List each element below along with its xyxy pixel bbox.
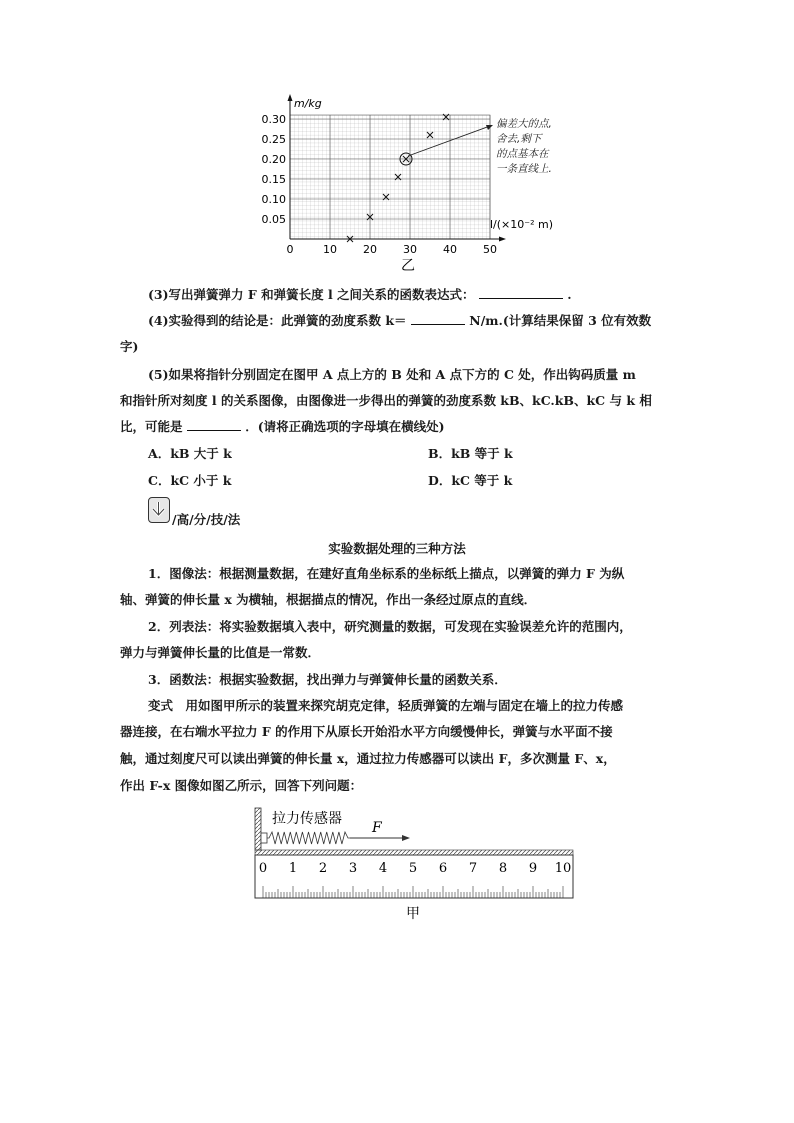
method-title: 实验数据处理的三种方法 [328, 541, 466, 556]
force-sensor [261, 833, 267, 843]
option-a[interactable]: A．kB 大于 k [148, 446, 232, 461]
question-5-line-1: (5)如果将指针分别固定在图甲 A 点上方的 B 处和 A 点下方的 C 处，作出钩码质量 m [148, 367, 636, 382]
ruler-number: 6 [438, 861, 448, 876]
figure-jia [250, 806, 580, 924]
question-3-end: . [567, 287, 572, 302]
option-c[interactable]: C．kC 小于 k [148, 473, 232, 488]
down-arrow-icon [148, 497, 170, 523]
ruler-number: 7 [468, 861, 478, 876]
question-4 [148, 312, 651, 330]
ruler-number: 0 [258, 861, 268, 876]
y-tick-label: 0.20 [261, 153, 286, 166]
question-5-line-3 [120, 418, 445, 436]
question-4-text-b: N/m.(计算结果保留 3 位有效数 [469, 313, 652, 328]
y-tick-label: 0.10 [261, 193, 286, 206]
option-b[interactable]: B．kB 等于 k [428, 446, 513, 461]
skills-header: /高/分/技/法 [172, 512, 241, 527]
variant-line-4: 作出 F-x 图像如图乙所示，回答下列问题： [120, 778, 363, 793]
answer-blank-5[interactable] [187, 418, 241, 431]
method-1-line-2: 轴、弹簧的伸长量 x 为横轴，根据描点的情况，作出一条经过原点的直线． [120, 592, 537, 607]
x-tick-label: 20 [363, 243, 377, 256]
ruler-number: 1 [288, 861, 298, 876]
x-tick-label: 30 [403, 243, 417, 256]
table-surface [255, 850, 573, 855]
ruler-number: 10 [554, 861, 572, 876]
ruler-number: 8 [498, 861, 508, 876]
method-2-line-1: 2．列表法：将实验数据填入表中，研究测量的数据，可发现在实验误差允许的范围内， [148, 619, 632, 634]
y-tick-label: 0.05 [261, 213, 286, 226]
annotation-line-2: 舍去,剩下 [496, 133, 542, 145]
y-tick-label: 0.25 [261, 133, 286, 146]
annotation-line-1: 偏差大的点, [496, 118, 552, 130]
x-tick-label: 0 [286, 243, 294, 256]
figure-caption-jia: 甲 [406, 906, 420, 922]
question-5-line-2: 和指针所对刻度 l 的关系图像，由图像进一步得出的弹簧的劲度系数 kB、kC.kB、kC 与 k 相 [120, 393, 652, 408]
question-4-line-2: 字) [120, 339, 139, 354]
ruler-number: 3 [348, 861, 358, 876]
method-3-line-1: 3．函数法：根据实验数据，找出弹力与弹簧伸长量的函数关系． [148, 672, 507, 687]
x-axis-label: l/(×10⁻² m) [490, 218, 553, 231]
ruler-number: 4 [378, 861, 388, 876]
answer-blank-3[interactable] [479, 286, 563, 299]
question-3 [148, 286, 572, 304]
wall [255, 808, 261, 850]
y-tick-label: 0.15 [261, 173, 286, 186]
question-3-text: (3)写出弹簧弹力 F 和弹簧长度 l 之间关系的函数表达式： [148, 287, 475, 302]
method-1-line-1: 1．图像法：根据测量数据，在建好直角坐标系的坐标纸上描点，以弹簧的弹力 F 为纵 [148, 566, 625, 581]
sensor-label: 拉力传感器 [272, 811, 342, 827]
ruler-number: 5 [408, 861, 418, 876]
y-tick-label: 0.30 [261, 113, 286, 126]
ruler-number: 2 [318, 861, 328, 876]
graph-yi [250, 92, 570, 277]
option-d[interactable]: D．kC 等于 k [428, 473, 513, 488]
variant-line-1: 变式 用如图甲所示的装置来探究胡克定律，轻质弹簧的左端与固定在墙上的拉力传感 [148, 698, 624, 713]
question-5-text-b: ．(请将正确选项的字母填在横线处) [245, 419, 445, 434]
variant-line-2: 器连接，在右端水平拉力 F 的作用下从原长开始沿水平方向缓慢伸长，弹簧与水平面不接 [120, 724, 613, 739]
x-tick-label: 40 [443, 243, 457, 256]
answer-blank-4[interactable] [411, 312, 465, 325]
x-tick-label: 50 [483, 243, 497, 256]
method-2-line-2: 弹力与弹簧伸长量的比值是一常数． [120, 645, 321, 660]
question-4-text-a: (4)实验得到的结论是：此弹簧的劲度系数 k＝ [148, 313, 407, 328]
y-axis-label: m/kg [294, 97, 322, 110]
annotation-line-4: 一条直线上. [496, 163, 552, 175]
spring [267, 832, 350, 844]
ruler-number: 9 [528, 861, 538, 876]
annotation-line-3: 的点基本在 [496, 148, 549, 160]
x-tick-label: 10 [323, 243, 337, 256]
grid-area [290, 115, 490, 239]
force-label: F [372, 820, 382, 836]
variant-line-3: 触，通过刻度尺可以读出弹簧的伸长量 x，通过拉力传感器可以读出 F，多次测量 F、x， [120, 751, 616, 766]
figure-caption-yi: 乙 [401, 258, 415, 274]
question-5-text-a: 比，可能是 [120, 419, 183, 434]
